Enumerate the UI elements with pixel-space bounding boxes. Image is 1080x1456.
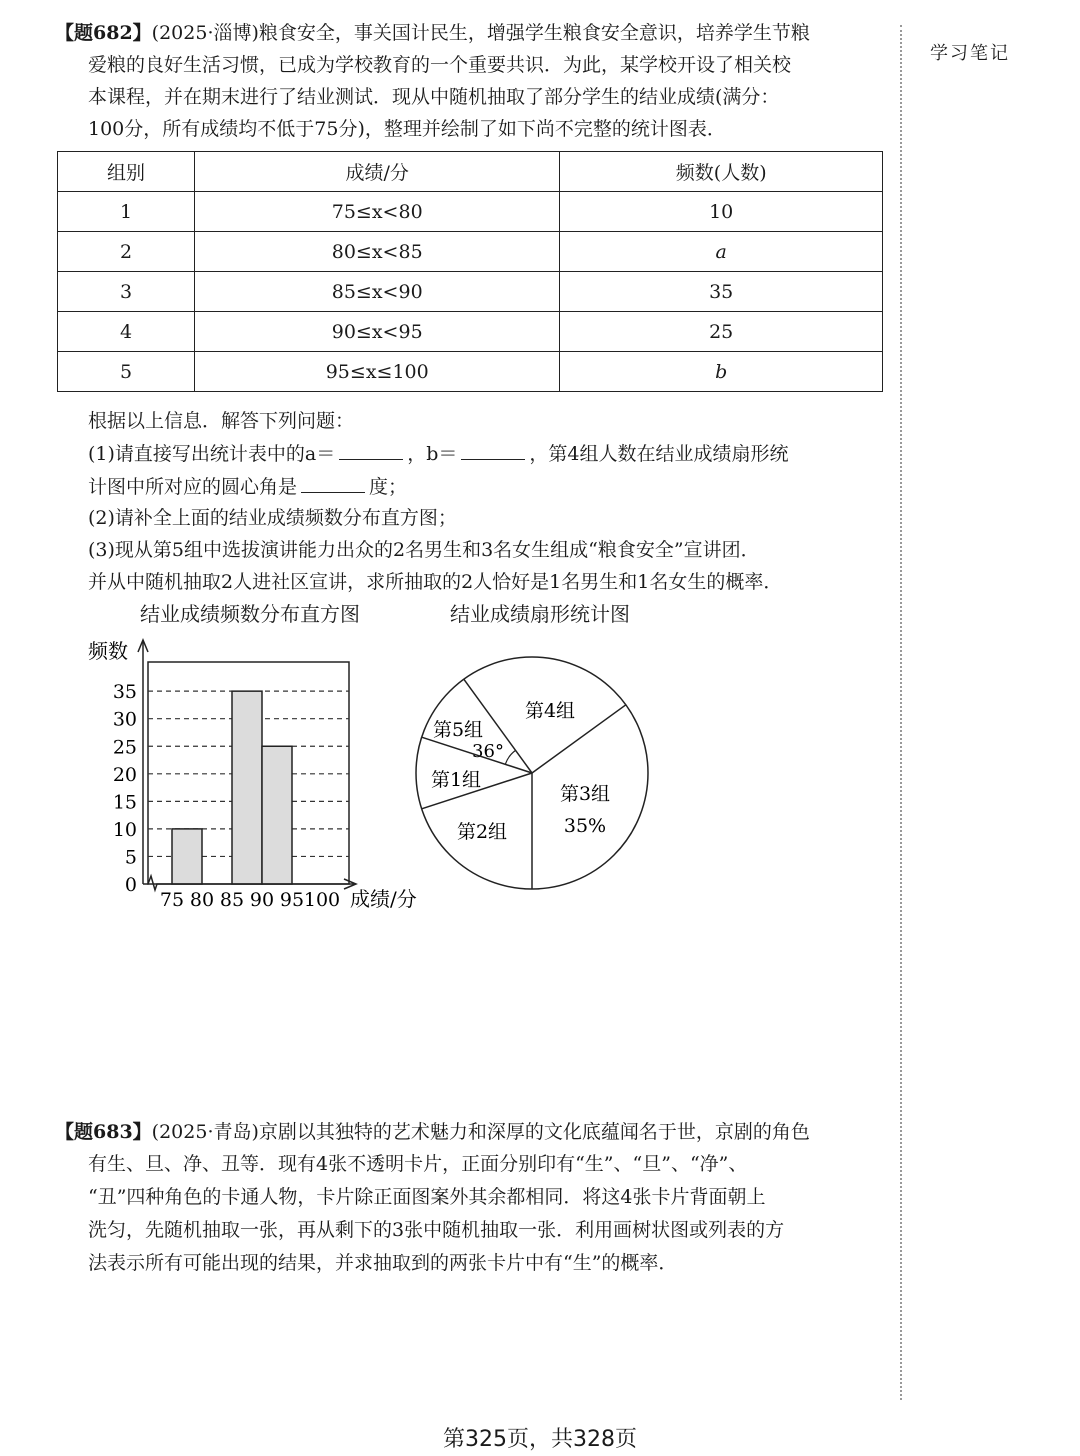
header-cell: 组别 [58,152,195,192]
x-axis-label: 成绩/分 [350,887,417,911]
cell: 10 [560,192,883,232]
header-cell: 成绩/分 [195,152,560,192]
x-tick-label: 85 [219,889,245,911]
problem-683-line-5: 法表示所有可能出现的结果，并求抽取到的两张卡片中有“生”的概率． [88,1252,678,1274]
cell: 5 [58,352,195,392]
x-tick-label: 100 [303,889,341,911]
problem-tag: 【题682】 [55,22,152,44]
histogram-bar [232,691,262,884]
problem-tag: 【题683】 [55,1121,152,1143]
problem-682-line-3: 本课程，并在期末进行了结业测试．现从中随机抽取了部分学生的结业成绩(满分： [88,86,780,108]
y-tick-label: 10 [112,818,137,841]
header-cell: 频数(人数) [560,152,883,192]
cell: a [560,232,883,272]
text: 度； [369,476,408,498]
x-tick-label: 90 [249,889,275,911]
question-2: (2)请补全上面的结业成绩频数分布直方图； [88,507,457,529]
cell: 25 [560,312,883,352]
y-tick-label: 20 [112,763,137,786]
cell: b [560,352,883,392]
cell: 85≤x<90 [195,272,560,312]
y-tick-label: 0 [124,874,137,896]
side-note: 学习笔记 [930,43,1010,64]
text: ，b＝ [407,443,458,465]
x-tick-label: 95 [279,889,305,911]
cell: 75≤x<80 [195,192,560,232]
histogram-bar [262,746,292,884]
pie-slice-label: 第1组 [430,769,482,791]
cell: 4 [58,312,195,352]
y-axis-label: 频数 [88,639,128,663]
problem-683-line-1 [55,1120,810,1144]
cell: 1 [58,192,195,232]
y-tick-label: 30 [112,708,137,731]
problem-683-line-2: 有生、旦、净、丑等．现有4张不透明卡片，正面分别印有“生”、“旦”、“净”、 [88,1153,748,1175]
histogram-title: 结业成绩频数分布直方图 [140,602,360,626]
angle-label: 36° [472,741,504,762]
text: (1)请直接写出统计表中的a＝ [88,443,336,465]
histogram-bar [172,829,202,884]
pie-slice-label: 第5组 [432,719,484,741]
x-tick-label: 80 [189,889,215,911]
page-footer: 第325页，共328页 [443,1427,637,1452]
problem-682-line-2: 爱粮的良好生活习惯，已成为学校教育的一个重要共识．为此，某学校开设了相关校 [88,54,792,76]
pie-slice-label: 第2组 [456,821,508,843]
problem-682-line-4: 100分，所有成绩均不低于75分)，整理并绘制了如下尚不完整的统计图表． [88,118,726,140]
text: 计图中所对应的圆心角是 [88,476,298,498]
cell: 90≤x<95 [195,312,560,352]
question-3-line-2: 并从中随机抽取2人进社区宣讲，求所抽取的2人恰好是1名男生和1名女生的概率． [88,571,783,593]
question-3-line-1: (3)现从第5组中选拔演讲能力出众的2名男生和3名女生组成“粮食安全”宣讲团． [88,539,760,561]
cell: 80≤x<85 [195,232,560,272]
text: (2025·青岛)京剧以其独特的艺术魅力和深厚的文化底蕴闻名于世，京剧的角色 [151,1121,810,1143]
cell: 95≤x≤100 [195,352,560,392]
questions-intro: 根据以上信息．解答下列问题： [88,410,355,432]
text: ，第4组人数在结业成绩扇形统 [529,443,789,465]
pie-chart-title: 结业成绩扇形统计图 [450,602,630,626]
problem-683-line-3: “丑”四种角色的卡通人物，卡片除正面图案外其余都相同．将这4张卡片背面朝上 [88,1186,766,1208]
cell: 3 [58,272,195,312]
x-tick-label: 75 [159,889,185,911]
pie-slice-label: 第4组 [524,700,576,722]
problem-683-line-4: 洗匀，先随机抽取一张，再从剩下的3张中随机抽取一张．利用画树状图或列表的方 [88,1219,785,1241]
cell: 2 [58,232,195,272]
y-tick-label: 25 [112,736,137,759]
text: (2025·淄博)粮食安全，事关国计民生，增强学生粮食安全意识，培养学生节粮 [151,22,810,44]
y-tick-label: 5 [124,846,137,869]
pie-slice-label: 第3组 [559,783,611,805]
y-tick-label: 15 [112,791,137,814]
y-tick-label: 35 [112,681,137,704]
angle-arc [505,750,515,764]
cell: 35 [560,272,883,312]
pie-percent-label: 35% [563,815,607,837]
